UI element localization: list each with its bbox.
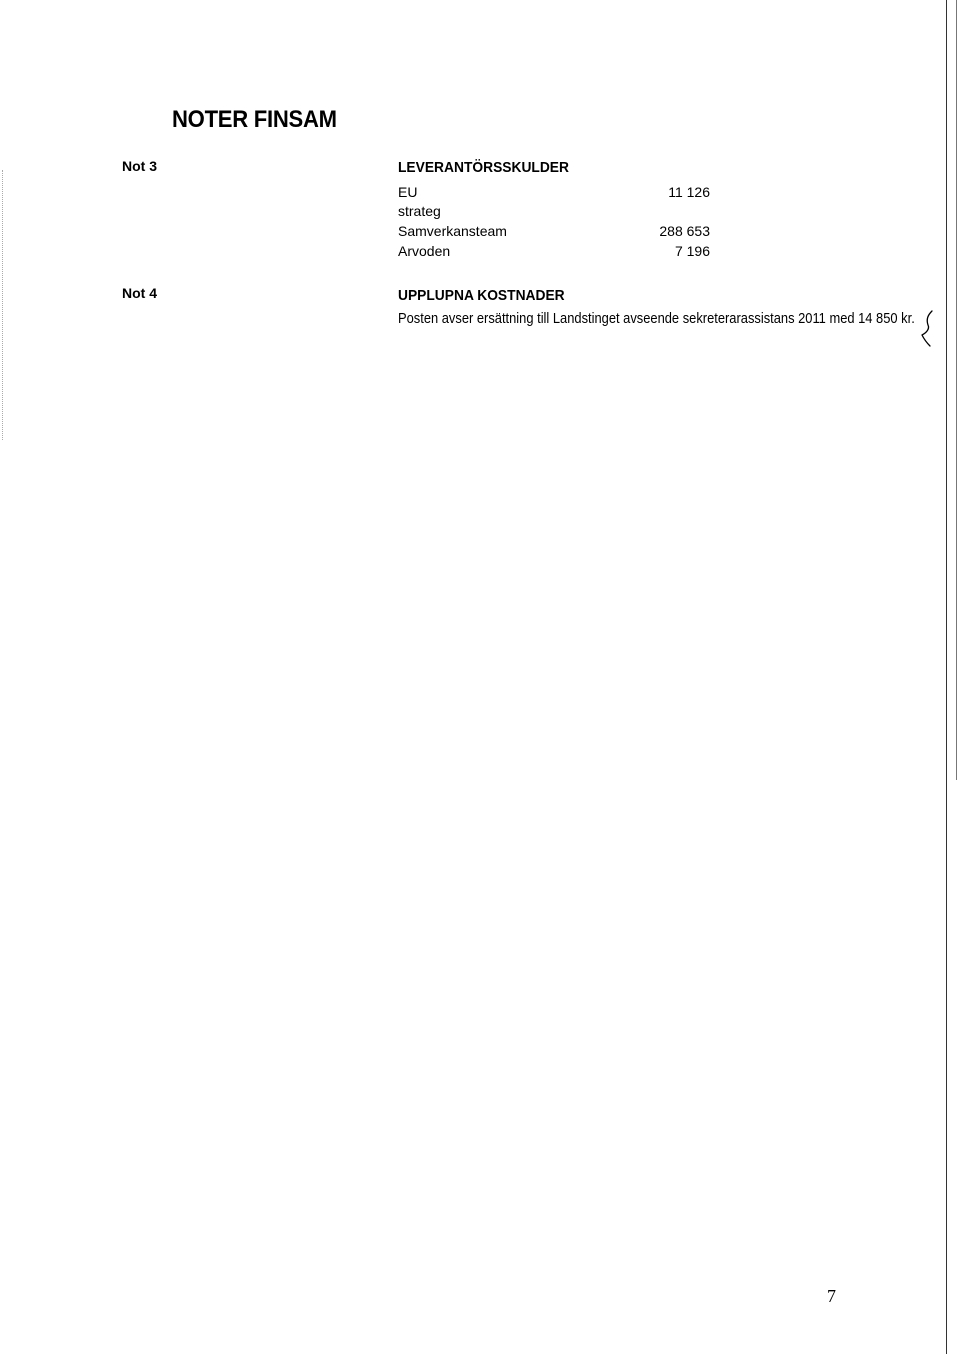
row-label: Samverkansteam xyxy=(398,223,507,239)
row-amount: 288 653 xyxy=(659,223,710,239)
row-amount: 7 196 xyxy=(674,243,710,259)
scan-border-line-outer xyxy=(956,0,957,780)
table-row xyxy=(398,243,710,261)
row-label: strateg xyxy=(398,203,441,219)
table-row xyxy=(398,203,710,221)
page-number: 7 xyxy=(827,1286,836,1306)
table-row xyxy=(398,223,710,241)
row-label: Arvoden xyxy=(398,243,451,259)
handwritten-check-mark-icon xyxy=(916,309,938,347)
note-3-heading: LEVERANTÖRSSKULDER xyxy=(398,159,569,176)
scan-edge-specks xyxy=(2,170,4,440)
page-title: NOTER FINSAM xyxy=(172,106,337,133)
note-4-heading: UPPLUPNA KOSTNADER xyxy=(398,287,565,304)
note-3-label: Not 3 xyxy=(122,158,157,174)
scan-border-line xyxy=(946,0,947,1354)
table-row xyxy=(398,184,710,202)
row-label: EU xyxy=(398,184,418,200)
note-4-text: Posten avser ersättning till Landstinget avseende sekreterarassistans 2011 med 14 850 kr. xyxy=(398,310,915,327)
row-amount: 11 126 xyxy=(668,184,710,200)
note-4-label: Not 4 xyxy=(122,285,157,301)
